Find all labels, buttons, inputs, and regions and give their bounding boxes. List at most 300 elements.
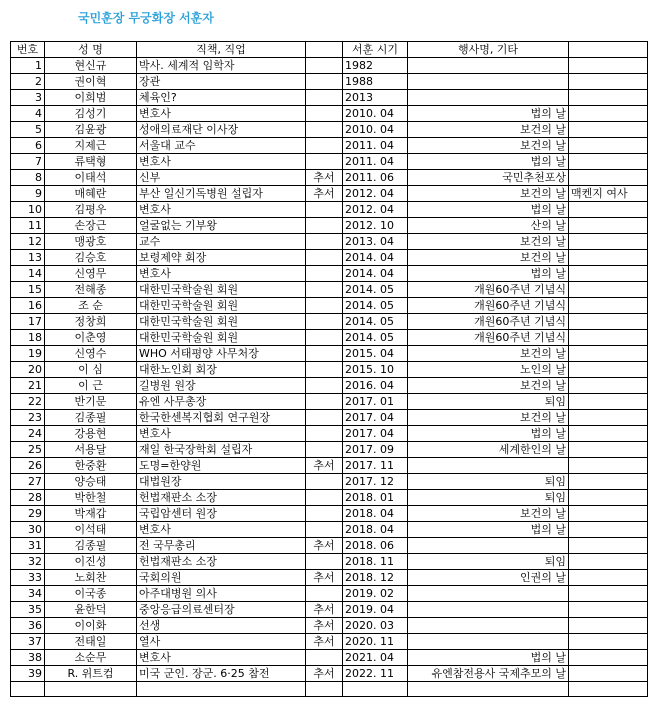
table-row bbox=[11, 394, 648, 410]
cell-number[interactable]: 20 bbox=[11, 362, 45, 378]
cell-year[interactable] bbox=[343, 682, 408, 697]
cell-event[interactable]: 퇴임 bbox=[408, 474, 569, 490]
cell-event[interactable] bbox=[408, 58, 569, 74]
cell-year[interactable]: 2012. 04 bbox=[343, 202, 408, 218]
cell-event[interactable]: 법의 날 bbox=[408, 202, 569, 218]
cell-year[interactable]: 2017. 04 bbox=[343, 426, 408, 442]
cell-number[interactable] bbox=[11, 682, 45, 697]
cell-year[interactable]: 1982 bbox=[343, 58, 408, 74]
header-name[interactable]: 성 명 bbox=[45, 42, 137, 58]
cell-job[interactable]: 신부 bbox=[137, 170, 306, 186]
cell-number[interactable]: 19 bbox=[11, 346, 45, 362]
cell-year[interactable]: 2014. 05 bbox=[343, 282, 408, 298]
table-row bbox=[11, 170, 648, 186]
cell-extra[interactable] bbox=[569, 442, 648, 458]
cell-extra[interactable] bbox=[569, 234, 648, 250]
cell-job[interactable]: 서울대 교수 bbox=[137, 138, 306, 154]
cell-extra[interactable] bbox=[569, 218, 648, 234]
cell-year[interactable]: 2013. 04 bbox=[343, 234, 408, 250]
cell-job[interactable]: 대한민국학술원 회원 bbox=[137, 282, 306, 298]
cell-job[interactable]: 국립암센터 원장 bbox=[137, 506, 306, 522]
cell-note[interactable] bbox=[306, 314, 343, 330]
cell-number[interactable]: 21 bbox=[11, 378, 45, 394]
cell-extra[interactable] bbox=[569, 90, 648, 106]
cell-number[interactable]: 30 bbox=[11, 522, 45, 538]
cell-year[interactable]: 2014. 05 bbox=[343, 314, 408, 330]
cell-job[interactable]: WHO 서태평양 사무처장 bbox=[137, 346, 306, 362]
cell-number[interactable]: 26 bbox=[11, 458, 45, 474]
cell-extra[interactable] bbox=[569, 314, 648, 330]
cell-year[interactable]: 2018. 11 bbox=[343, 554, 408, 570]
cell-year[interactable]: 2018. 12 bbox=[343, 570, 408, 586]
cell-number[interactable]: 38 bbox=[11, 650, 45, 666]
cell-extra[interactable] bbox=[569, 490, 648, 506]
cell-year[interactable]: 2018. 06 bbox=[343, 538, 408, 554]
cell-extra[interactable] bbox=[569, 666, 648, 682]
cell-job[interactable]: 대한민국학술원 회원 bbox=[137, 314, 306, 330]
cell-event[interactable]: 퇴임 bbox=[408, 394, 569, 410]
cell-event[interactable]: 법의 날 bbox=[408, 522, 569, 538]
cell-name[interactable]: 현신규 bbox=[45, 58, 137, 74]
cell-name[interactable]: 류택형 bbox=[45, 154, 137, 170]
cell-note[interactable]: 추서 bbox=[306, 618, 343, 634]
cell-year[interactable]: 2022. 11 bbox=[343, 666, 408, 682]
cell-year[interactable]: 2019. 04 bbox=[343, 602, 408, 618]
cell-extra[interactable] bbox=[569, 586, 648, 602]
cell-name[interactable]: 김윤광 bbox=[45, 122, 137, 138]
cell-job[interactable]: 변호사 bbox=[137, 650, 306, 666]
cell-event[interactable]: 인권의 날 bbox=[408, 570, 569, 586]
cell-job[interactable]: 도명=한양원 bbox=[137, 458, 306, 474]
cell-event[interactable] bbox=[408, 634, 569, 650]
cell-name[interactable]: R. 위트컴 bbox=[45, 666, 137, 682]
cell-note[interactable] bbox=[306, 490, 343, 506]
cell-note[interactable] bbox=[306, 362, 343, 378]
cell-extra[interactable] bbox=[569, 618, 648, 634]
cell-note[interactable] bbox=[306, 378, 343, 394]
header-no[interactable]: 번호 bbox=[11, 42, 45, 58]
cell-event[interactable] bbox=[408, 618, 569, 634]
cell-name[interactable]: 이태석 bbox=[45, 170, 137, 186]
cell-number[interactable]: 7 bbox=[11, 154, 45, 170]
cell-number[interactable]: 25 bbox=[11, 442, 45, 458]
cell-number[interactable]: 31 bbox=[11, 538, 45, 554]
cell-event[interactable]: 법의 날 bbox=[408, 106, 569, 122]
cell-event[interactable] bbox=[408, 458, 569, 474]
cell-event[interactable]: 보건의 날 bbox=[408, 122, 569, 138]
cell-year[interactable]: 2010. 04 bbox=[343, 106, 408, 122]
cell-extra[interactable] bbox=[569, 346, 648, 362]
cell-year[interactable]: 2020. 03 bbox=[343, 618, 408, 634]
cell-extra[interactable] bbox=[569, 122, 648, 138]
cell-year[interactable]: 2014. 04 bbox=[343, 250, 408, 266]
cell-job[interactable]: 박사. 세계적 임학자 bbox=[137, 58, 306, 74]
cell-job[interactable]: 변호사 bbox=[137, 154, 306, 170]
cell-extra[interactable] bbox=[569, 106, 648, 122]
cell-name[interactable]: 권이혁 bbox=[45, 74, 137, 90]
cell-note[interactable] bbox=[306, 298, 343, 314]
cell-number[interactable]: 33 bbox=[11, 570, 45, 586]
cell-job[interactable]: 아주대병원 의사 bbox=[137, 586, 306, 602]
cell-note[interactable] bbox=[306, 266, 343, 282]
cell-name[interactable]: 김종필 bbox=[45, 538, 137, 554]
cell-event[interactable]: 보건의 날 bbox=[408, 410, 569, 426]
cell-note[interactable]: 추서 bbox=[306, 186, 343, 202]
cell-event[interactable]: 보건의 날 bbox=[408, 250, 569, 266]
cell-extra[interactable] bbox=[569, 154, 648, 170]
cell-name[interactable]: 노회찬 bbox=[45, 570, 137, 586]
cell-note[interactable] bbox=[306, 394, 343, 410]
cell-event[interactable]: 개원60주년 기념식 bbox=[408, 330, 569, 346]
cell-name[interactable]: 정창희 bbox=[45, 314, 137, 330]
cell-extra[interactable] bbox=[569, 138, 648, 154]
cell-event[interactable]: 세계한인의 날 bbox=[408, 442, 569, 458]
table-row bbox=[11, 410, 648, 426]
cell-extra[interactable] bbox=[569, 58, 648, 74]
table-row bbox=[11, 74, 648, 90]
header-job[interactable]: 직책, 직업 bbox=[137, 42, 306, 58]
cell-job[interactable]: 부산 일신기독병원 설립자 bbox=[137, 186, 306, 202]
cell-note[interactable]: 추서 bbox=[306, 538, 343, 554]
header-note[interactable] bbox=[306, 42, 343, 58]
cell-number[interactable]: 11 bbox=[11, 218, 45, 234]
cell-extra[interactable]: 맥켄지 여사 bbox=[569, 186, 648, 202]
cell-note[interactable]: 추서 bbox=[306, 602, 343, 618]
cell-name[interactable]: 김승호 bbox=[45, 250, 137, 266]
cell-extra[interactable] bbox=[569, 474, 648, 490]
cell-event[interactable] bbox=[408, 90, 569, 106]
cell-extra[interactable] bbox=[569, 650, 648, 666]
cell-note[interactable] bbox=[306, 346, 343, 362]
cell-year[interactable]: 2014. 04 bbox=[343, 266, 408, 282]
cell-job[interactable]: 헌법재판소 소장 bbox=[137, 554, 306, 570]
table-row-empty bbox=[11, 682, 648, 697]
cell-note[interactable] bbox=[306, 122, 343, 138]
cell-year[interactable]: 2012. 04 bbox=[343, 186, 408, 202]
cell-extra[interactable] bbox=[569, 170, 648, 186]
cell-job[interactable]: 변호사 bbox=[137, 426, 306, 442]
cell-name[interactable]: 김평우 bbox=[45, 202, 137, 218]
cell-note[interactable] bbox=[306, 154, 343, 170]
cell-name[interactable]: 이국종 bbox=[45, 586, 137, 602]
cell-event[interactable]: 개원60주년 기념식 bbox=[408, 314, 569, 330]
cell-number[interactable]: 29 bbox=[11, 506, 45, 522]
cell-name[interactable]: 이희범 bbox=[45, 90, 137, 106]
cell-name[interactable]: 강용현 bbox=[45, 426, 137, 442]
cell-job[interactable]: 변호사 bbox=[137, 106, 306, 122]
cell-job[interactable] bbox=[137, 682, 306, 697]
cell-year[interactable]: 2013 bbox=[343, 90, 408, 106]
cell-number[interactable]: 28 bbox=[11, 490, 45, 506]
cell-event[interactable]: 법의 날 bbox=[408, 426, 569, 442]
cell-job[interactable]: 대한노인회 회장 bbox=[137, 362, 306, 378]
cell-note[interactable] bbox=[306, 90, 343, 106]
cell-job[interactable]: 변호사 bbox=[137, 266, 306, 282]
cell-extra[interactable] bbox=[569, 202, 648, 218]
cell-name[interactable]: 박한철 bbox=[45, 490, 137, 506]
cell-name[interactable]: 윤한덕 bbox=[45, 602, 137, 618]
cell-note[interactable] bbox=[306, 330, 343, 346]
cell-note[interactable] bbox=[306, 426, 343, 442]
cell-job[interactable]: 미국 군인. 장군. 6·25 참전 bbox=[137, 666, 306, 682]
cell-year[interactable]: 2014. 05 bbox=[343, 298, 408, 314]
cell-number[interactable]: 12 bbox=[11, 234, 45, 250]
cell-number[interactable]: 1 bbox=[11, 58, 45, 74]
cell-name[interactable]: 전태일 bbox=[45, 634, 137, 650]
cell-note[interactable] bbox=[306, 218, 343, 234]
cell-year[interactable]: 2018. 01 bbox=[343, 490, 408, 506]
cell-number[interactable]: 17 bbox=[11, 314, 45, 330]
header-year[interactable]: 서훈 시기 bbox=[343, 42, 408, 58]
cell-name[interactable]: 김종필 bbox=[45, 410, 137, 426]
cell-year[interactable]: 2017. 01 bbox=[343, 394, 408, 410]
cell-number[interactable]: 14 bbox=[11, 266, 45, 282]
cell-number[interactable]: 9 bbox=[11, 186, 45, 202]
cell-note[interactable] bbox=[306, 506, 343, 522]
cell-note[interactable] bbox=[306, 74, 343, 90]
cell-name[interactable]: 한중환 bbox=[45, 458, 137, 474]
cell-extra[interactable] bbox=[569, 250, 648, 266]
cell-year[interactable]: 2019. 02 bbox=[343, 586, 408, 602]
cell-note[interactable] bbox=[306, 650, 343, 666]
cell-name[interactable]: 박재갑 bbox=[45, 506, 137, 522]
cell-event[interactable]: 노인의 날 bbox=[408, 362, 569, 378]
cell-event[interactable]: 보건의 날 bbox=[408, 506, 569, 522]
cell-number[interactable]: 22 bbox=[11, 394, 45, 410]
cell-event[interactable] bbox=[408, 682, 569, 697]
cell-year[interactable]: 2015. 10 bbox=[343, 362, 408, 378]
cell-name[interactable]: 서용달 bbox=[45, 442, 137, 458]
cell-job[interactable]: 길병원 원장 bbox=[137, 378, 306, 394]
cell-job[interactable]: 교수 bbox=[137, 234, 306, 250]
cell-number[interactable]: 34 bbox=[11, 586, 45, 602]
cell-extra[interactable] bbox=[569, 74, 648, 90]
cell-extra[interactable] bbox=[569, 330, 648, 346]
cell-number[interactable]: 2 bbox=[11, 74, 45, 90]
header-extra[interactable] bbox=[569, 42, 648, 58]
cell-note[interactable] bbox=[306, 138, 343, 154]
table-row bbox=[11, 634, 648, 650]
cell-year[interactable]: 2018. 04 bbox=[343, 506, 408, 522]
cell-note[interactable] bbox=[306, 202, 343, 218]
cell-name[interactable]: 신영수 bbox=[45, 346, 137, 362]
cell-note[interactable]: 추서 bbox=[306, 570, 343, 586]
cell-number[interactable]: 13 bbox=[11, 250, 45, 266]
cell-job[interactable]: 대한민국학술원 회원 bbox=[137, 298, 306, 314]
cell-event[interactable]: 퇴임 bbox=[408, 490, 569, 506]
cell-year[interactable]: 2016. 04 bbox=[343, 378, 408, 394]
cell-extra[interactable] bbox=[569, 682, 648, 697]
cell-name[interactable]: 지제근 bbox=[45, 138, 137, 154]
cell-name[interactable]: 매혜란 bbox=[45, 186, 137, 202]
cell-job[interactable]: 전 국무총리 bbox=[137, 538, 306, 554]
cell-extra[interactable] bbox=[569, 362, 648, 378]
cell-year[interactable]: 2011. 04 bbox=[343, 154, 408, 170]
header-row bbox=[11, 42, 648, 58]
cell-job[interactable]: 재일 한국장학회 설립자 bbox=[137, 442, 306, 458]
cell-year[interactable]: 1988 bbox=[343, 74, 408, 90]
cell-number[interactable]: 27 bbox=[11, 474, 45, 490]
cell-extra[interactable] bbox=[569, 266, 648, 282]
cell-name[interactable]: 조 순 bbox=[45, 298, 137, 314]
cell-number[interactable]: 36 bbox=[11, 618, 45, 634]
cell-year[interactable]: 2011. 06 bbox=[343, 170, 408, 186]
cell-job[interactable]: 변호사 bbox=[137, 522, 306, 538]
cell-year[interactable]: 2014. 05 bbox=[343, 330, 408, 346]
cell-job[interactable]: 열사 bbox=[137, 634, 306, 650]
cell-event[interactable]: 보건의 날 bbox=[408, 186, 569, 202]
table-row bbox=[11, 570, 648, 586]
cell-name[interactable]: 전해종 bbox=[45, 282, 137, 298]
cell-extra[interactable] bbox=[569, 426, 648, 442]
cell-event[interactable]: 보건의 날 bbox=[408, 234, 569, 250]
cell-name[interactable]: 이 근 bbox=[45, 378, 137, 394]
cell-note[interactable] bbox=[306, 554, 343, 570]
cell-number[interactable]: 8 bbox=[11, 170, 45, 186]
cell-name[interactable]: 양승태 bbox=[45, 474, 137, 490]
cell-name[interactable]: 손장근 bbox=[45, 218, 137, 234]
cell-job[interactable]: 유엔 사무총장 bbox=[137, 394, 306, 410]
cell-number[interactable]: 32 bbox=[11, 554, 45, 570]
cell-note[interactable] bbox=[306, 282, 343, 298]
cell-number[interactable]: 5 bbox=[11, 122, 45, 138]
cell-number[interactable]: 39 bbox=[11, 666, 45, 682]
cell-event[interactable] bbox=[408, 586, 569, 602]
cell-extra[interactable] bbox=[569, 634, 648, 650]
cell-extra[interactable] bbox=[569, 538, 648, 554]
cell-extra[interactable] bbox=[569, 410, 648, 426]
cell-event[interactable]: 보건의 날 bbox=[408, 378, 569, 394]
table-row bbox=[11, 282, 648, 298]
cell-event[interactable]: 산의 날 bbox=[408, 218, 569, 234]
cell-name[interactable]: 맹광호 bbox=[45, 234, 137, 250]
cell-extra[interactable] bbox=[569, 378, 648, 394]
cell-number[interactable]: 18 bbox=[11, 330, 45, 346]
cell-event[interactable]: 국민추천포상 bbox=[408, 170, 569, 186]
cell-event[interactable]: 퇴임 bbox=[408, 554, 569, 570]
cell-event[interactable]: 법의 날 bbox=[408, 650, 569, 666]
cell-note[interactable] bbox=[306, 586, 343, 602]
cell-year[interactable]: 2020. 11 bbox=[343, 634, 408, 650]
cell-job[interactable]: 성애의료재단 이사장 bbox=[137, 122, 306, 138]
table-row bbox=[11, 58, 648, 74]
cell-job[interactable]: 헌법재판소 소장 bbox=[137, 490, 306, 506]
cell-note[interactable] bbox=[306, 474, 343, 490]
cell-year[interactable]: 2011. 04 bbox=[343, 138, 408, 154]
cell-year[interactable]: 2021. 04 bbox=[343, 650, 408, 666]
cell-note[interactable]: 추서 bbox=[306, 170, 343, 186]
cell-number[interactable]: 37 bbox=[11, 634, 45, 650]
cell-note[interactable] bbox=[306, 106, 343, 122]
cell-extra[interactable] bbox=[569, 554, 648, 570]
cell-year[interactable]: 2018. 04 bbox=[343, 522, 408, 538]
cell-extra[interactable] bbox=[569, 602, 648, 618]
cell-number[interactable]: 15 bbox=[11, 282, 45, 298]
cell-extra[interactable] bbox=[569, 298, 648, 314]
cell-note[interactable] bbox=[306, 522, 343, 538]
cell-number[interactable]: 16 bbox=[11, 298, 45, 314]
table-row bbox=[11, 474, 648, 490]
cell-job[interactable]: 대법원장 bbox=[137, 474, 306, 490]
cell-name[interactable] bbox=[45, 682, 137, 697]
cell-job[interactable]: 국회의원 bbox=[137, 570, 306, 586]
cell-job[interactable]: 한국한센복지협회 연구원장 bbox=[137, 410, 306, 426]
cell-note[interactable] bbox=[306, 58, 343, 74]
cell-event[interactable] bbox=[408, 538, 569, 554]
cell-event[interactable]: 보건의 날 bbox=[408, 138, 569, 154]
cell-year[interactable]: 2017. 09 bbox=[343, 442, 408, 458]
cell-number[interactable]: 24 bbox=[11, 426, 45, 442]
cell-note[interactable] bbox=[306, 234, 343, 250]
cell-extra[interactable] bbox=[569, 522, 648, 538]
cell-job[interactable]: 보령제약 회장 bbox=[137, 250, 306, 266]
cell-note[interactable]: 추서 bbox=[306, 634, 343, 650]
cell-event[interactable]: 법의 날 bbox=[408, 154, 569, 170]
table-row bbox=[11, 378, 648, 394]
cell-note[interactable] bbox=[306, 410, 343, 426]
cell-name[interactable]: 이춘영 bbox=[45, 330, 137, 346]
cell-extra[interactable] bbox=[569, 394, 648, 410]
cell-year[interactable]: 2012. 10 bbox=[343, 218, 408, 234]
cell-job[interactable]: 장관 bbox=[137, 74, 306, 90]
header-event[interactable]: 행사명, 기타 bbox=[408, 42, 569, 58]
cell-job[interactable]: 변호사 bbox=[137, 202, 306, 218]
cell-note[interactable]: 추서 bbox=[306, 666, 343, 682]
cell-name[interactable]: 소순무 bbox=[45, 650, 137, 666]
cell-event[interactable]: 법의 날 bbox=[408, 266, 569, 282]
cell-job[interactable]: 중앙응급의료센터장 bbox=[137, 602, 306, 618]
cell-job[interactable]: 얼굴없는 기부왕 bbox=[137, 218, 306, 234]
cell-extra[interactable] bbox=[569, 282, 648, 298]
cell-job[interactable]: 체육인? bbox=[137, 90, 306, 106]
cell-event[interactable]: 보건의 날 bbox=[408, 346, 569, 362]
cell-event[interactable]: 개원60주년 기념식 bbox=[408, 298, 569, 314]
cell-year[interactable]: 2017. 12 bbox=[343, 474, 408, 490]
cell-number[interactable]: 6 bbox=[11, 138, 45, 154]
cell-name[interactable]: 이이화 bbox=[45, 618, 137, 634]
cell-number[interactable]: 10 bbox=[11, 202, 45, 218]
table-row bbox=[11, 426, 648, 442]
cell-name[interactable]: 이진성 bbox=[45, 554, 137, 570]
cell-number[interactable]: 23 bbox=[11, 410, 45, 426]
cell-number[interactable]: 4 bbox=[11, 106, 45, 122]
cell-name[interactable]: 김성기 bbox=[45, 106, 137, 122]
cell-extra[interactable] bbox=[569, 458, 648, 474]
cell-name[interactable]: 신영무 bbox=[45, 266, 137, 282]
cell-extra[interactable] bbox=[569, 506, 648, 522]
cell-name[interactable]: 반기문 bbox=[45, 394, 137, 410]
cell-note[interactable] bbox=[306, 442, 343, 458]
cell-year[interactable]: 2017. 04 bbox=[343, 410, 408, 426]
cell-job[interactable]: 대한민국학술원 회원 bbox=[137, 330, 306, 346]
cell-extra[interactable] bbox=[569, 570, 648, 586]
cell-job[interactable]: 선생 bbox=[137, 618, 306, 634]
cell-note[interactable]: 추서 bbox=[306, 458, 343, 474]
cell-number[interactable]: 35 bbox=[11, 602, 45, 618]
cell-year[interactable]: 2010. 04 bbox=[343, 122, 408, 138]
cell-year[interactable]: 2015. 04 bbox=[343, 346, 408, 362]
cell-note[interactable] bbox=[306, 682, 343, 697]
cell-note[interactable] bbox=[306, 250, 343, 266]
cell-event[interactable] bbox=[408, 74, 569, 90]
cell-name[interactable]: 이 심 bbox=[45, 362, 137, 378]
cell-event[interactable]: 유엔참전용사 국제추모의 날 bbox=[408, 666, 569, 682]
cell-number[interactable]: 3 bbox=[11, 90, 45, 106]
cell-year[interactable]: 2017. 11 bbox=[343, 458, 408, 474]
cell-event[interactable]: 개원60주년 기념식 bbox=[408, 282, 569, 298]
cell-name[interactable]: 이석태 bbox=[45, 522, 137, 538]
cell-event[interactable] bbox=[408, 602, 569, 618]
